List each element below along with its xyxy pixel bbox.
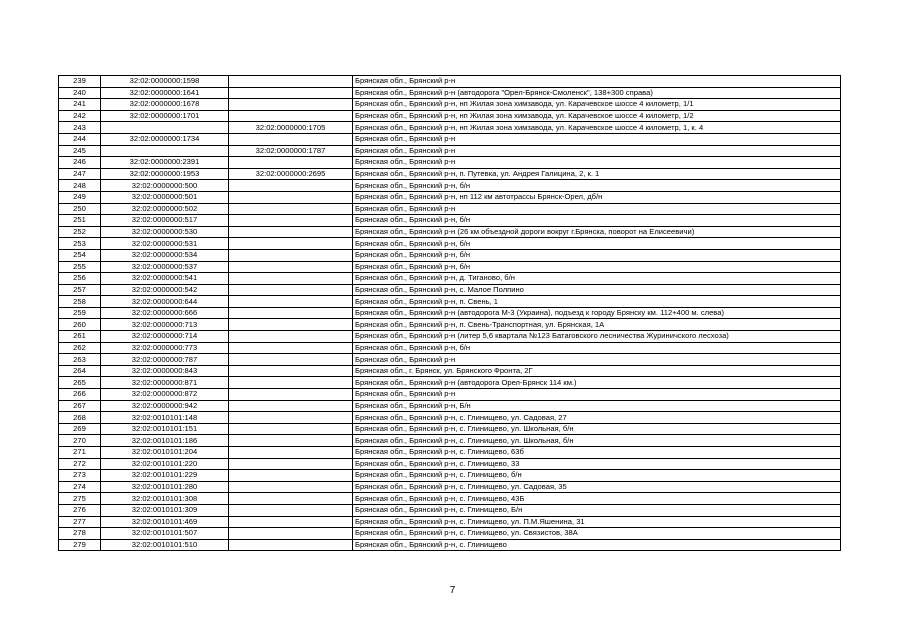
- address-cell: Брянская обл., Брянский р-н (26 км объездной дороги вокруг г.Брянска, поворот на Елисеевичи): [353, 226, 841, 238]
- parent-cadastral-number-cell: [229, 493, 353, 505]
- parent-cadastral-number-cell: [229, 215, 353, 227]
- cadastral-number-cell: 32:02:0000000:843: [101, 365, 229, 377]
- row-number-cell: 262: [59, 342, 101, 354]
- parent-cadastral-number-cell: [229, 273, 353, 285]
- table-row: [59, 99, 841, 111]
- row-number-cell: 249: [59, 191, 101, 203]
- table-row: [59, 284, 841, 296]
- row-number-cell: 277: [59, 516, 101, 528]
- row-number-cell: 246: [59, 157, 101, 169]
- cadastral-number-cell: 32:02:0010101:469: [101, 516, 229, 528]
- address-cell: Брянская обл., Брянский р-н, б/н: [353, 342, 841, 354]
- row-number-cell: 271: [59, 447, 101, 459]
- parent-cadastral-number-cell: [229, 504, 353, 516]
- address-cell: Брянская обл., Брянский р-н, с. Глинищево: [353, 539, 841, 551]
- table-row: [59, 307, 841, 319]
- table-row: [59, 458, 841, 470]
- address-cell: Брянская обл., Брянский р-н, с. Глинищево, 63б: [353, 447, 841, 459]
- cadastral-number-cell: 32:02:0000000:787: [101, 354, 229, 366]
- table-row: [59, 423, 841, 435]
- parent-cadastral-number-cell: 32:02:0000000:1787: [229, 145, 353, 157]
- parent-cadastral-number-cell: [229, 400, 353, 412]
- row-number-cell: 257: [59, 284, 101, 296]
- parent-cadastral-number-cell: [229, 110, 353, 122]
- address-cell: Брянская обл., Брянский р-н: [353, 145, 841, 157]
- table-row: [59, 319, 841, 331]
- cadastral-number-cell: 32:02:0010101:510: [101, 539, 229, 551]
- cadastral-number-cell: 32:02:0000000:537: [101, 261, 229, 273]
- row-number-cell: 242: [59, 110, 101, 122]
- cadastral-number-cell: 32:02:0010101:229: [101, 470, 229, 482]
- cadastral-number-cell: 32:02:0010101:186: [101, 435, 229, 447]
- address-cell: Брянская обл., Брянский р-н, Б/н: [353, 400, 841, 412]
- parent-cadastral-number-cell: [229, 389, 353, 401]
- table-row: [59, 203, 841, 215]
- parent-cadastral-number-cell: [229, 377, 353, 389]
- row-number-cell: 279: [59, 539, 101, 551]
- cadastral-number-cell: 32:02:0000000:1734: [101, 133, 229, 145]
- parent-cadastral-number-cell: [229, 412, 353, 424]
- row-number-cell: 273: [59, 470, 101, 482]
- row-number-cell: 256: [59, 273, 101, 285]
- cadastral-number-cell: 32:02:0000000:2391: [101, 157, 229, 169]
- table-row: [59, 539, 841, 551]
- row-number-cell: 264: [59, 365, 101, 377]
- row-number-cell: 268: [59, 412, 101, 424]
- parent-cadastral-number-cell: [229, 528, 353, 540]
- parent-cadastral-number-cell: [229, 458, 353, 470]
- row-number-cell: 260: [59, 319, 101, 331]
- cadastral-number-cell: 32:02:0000000:942: [101, 400, 229, 412]
- address-cell: Брянская обл., Брянский р-н, нп 112 км автотрассы Брянск-Орел, дб/н: [353, 191, 841, 203]
- table-row: [59, 400, 841, 412]
- address-cell: Брянская обл., Брянский р-н, с. Глинищево, ул. Школьная, б/н: [353, 423, 841, 435]
- row-number-cell: 272: [59, 458, 101, 470]
- parent-cadastral-number-cell: [229, 470, 353, 482]
- cadastral-number-cell: 32:02:0000000:713: [101, 319, 229, 331]
- cadastral-number-cell: 32:02:0000000:500: [101, 180, 229, 192]
- address-cell: Брянская обл., Брянский р-н: [353, 157, 841, 169]
- table-row: [59, 76, 841, 88]
- address-cell: Брянская обл., Брянский р-н: [353, 354, 841, 366]
- address-cell: Брянская обл., Брянский р-н, б/н: [353, 180, 841, 192]
- table-row: [59, 122, 841, 134]
- table-row: [59, 296, 841, 308]
- table-row: [59, 157, 841, 169]
- row-number-cell: 259: [59, 307, 101, 319]
- cadastral-number-cell: 32:02:0000000:644: [101, 296, 229, 308]
- cadastral-number-cell: 32:02:0010101:148: [101, 412, 229, 424]
- row-number-cell: 270: [59, 435, 101, 447]
- cadastral-number-cell: 32:02:0010101:507: [101, 528, 229, 540]
- table-row: [59, 354, 841, 366]
- address-cell: Брянская обл., Брянский р-н, б/н: [353, 215, 841, 227]
- row-number-cell: 250: [59, 203, 101, 215]
- parent-cadastral-number-cell: [229, 87, 353, 99]
- table-row: [59, 273, 841, 285]
- parent-cadastral-number-cell: [229, 133, 353, 145]
- address-cell: Брянская обл., Брянский р-н: [353, 389, 841, 401]
- address-cell: Брянская обл., Брянский р-н, с. Глинищево, б/н: [353, 470, 841, 482]
- table-row: [59, 342, 841, 354]
- cadastral-number-cell: 32:02:0010101:204: [101, 447, 229, 459]
- address-cell: Брянская обл., Брянский р-н, с. Глинищево, 43Б: [353, 493, 841, 505]
- cadastral-number-cell: 32:02:0000000:871: [101, 377, 229, 389]
- cadastral-number-cell: 32:02:0000000:502: [101, 203, 229, 215]
- row-number-cell: 247: [59, 168, 101, 180]
- table-row: [59, 226, 841, 238]
- parent-cadastral-number-cell: [229, 284, 353, 296]
- cadastral-number-cell: 32:02:0000000:530: [101, 226, 229, 238]
- cadastral-number-cell: 32:02:0000000:1701: [101, 110, 229, 122]
- page-number: 7: [449, 585, 456, 596]
- address-cell: Брянская обл., Брянский р-н (автодорога "Орел-Брянск-Смоленск", 138+300 справа): [353, 87, 841, 99]
- parent-cadastral-number-cell: [229, 157, 353, 169]
- row-number-cell: 241: [59, 99, 101, 111]
- parent-cadastral-number-cell: [229, 435, 353, 447]
- table-row: [59, 481, 841, 493]
- table-row: [59, 249, 841, 261]
- table-row: [59, 215, 841, 227]
- row-number-cell: 240: [59, 87, 101, 99]
- cadastral-number-cell: 32:02:0000000:501: [101, 191, 229, 203]
- row-number-cell: 267: [59, 400, 101, 412]
- cadastral-number-cell: 32:02:0000000:714: [101, 331, 229, 343]
- table-row: [59, 110, 841, 122]
- row-number-cell: 258: [59, 296, 101, 308]
- cadastral-number-cell: 32:02:0010101:280: [101, 481, 229, 493]
- address-cell: Брянская обл., Брянский р-н, с. Глинищево, ул. Садовая, 27: [353, 412, 841, 424]
- row-number-cell: 265: [59, 377, 101, 389]
- table-row: [59, 447, 841, 459]
- parent-cadastral-number-cell: [229, 191, 353, 203]
- parent-cadastral-number-cell: [229, 249, 353, 261]
- cadastral-number-cell: 32:02:0010101:220: [101, 458, 229, 470]
- table-row: [59, 377, 841, 389]
- parent-cadastral-number-cell: [229, 296, 353, 308]
- cadastral-number-cell: [101, 145, 229, 157]
- table-row: [59, 365, 841, 377]
- row-number-cell: 278: [59, 528, 101, 540]
- table-row: [59, 133, 841, 145]
- table-row: [59, 504, 841, 516]
- table-row: [59, 528, 841, 540]
- address-cell: Брянская обл., Брянский р-н: [353, 133, 841, 145]
- parent-cadastral-number-cell: [229, 261, 353, 273]
- table-row: [59, 191, 841, 203]
- cadastral-number-cell: 32:02:0000000:517: [101, 215, 229, 227]
- address-cell: Брянская обл., Брянский р-н, с. Малое Полпино: [353, 284, 841, 296]
- cadastral-number-cell: 32:02:0000000:1598: [101, 76, 229, 88]
- parent-cadastral-number-cell: [229, 307, 353, 319]
- row-number-cell: 252: [59, 226, 101, 238]
- parent-cadastral-number-cell: [229, 447, 353, 459]
- cadastral-number-cell: 32:02:0000000:666: [101, 307, 229, 319]
- parent-cadastral-number-cell: [229, 226, 353, 238]
- address-cell: Брянская обл., Брянский р-н, п. Путевка, ул. Андрея Галицина, 2, к. 1: [353, 168, 841, 180]
- cadastral-number-cell: 32:02:0000000:872: [101, 389, 229, 401]
- row-number-cell: 255: [59, 261, 101, 273]
- cadastral-number-cell: [101, 122, 229, 134]
- address-cell: Брянская обл., Брянский р-н (автодорога М-3 (Украина), подъезд к городу Брянску км. 112+400 м. слева): [353, 307, 841, 319]
- parent-cadastral-number-cell: [229, 319, 353, 331]
- row-number-cell: 276: [59, 504, 101, 516]
- parent-cadastral-number-cell: [229, 203, 353, 215]
- table-row: [59, 238, 841, 250]
- address-cell: Брянская обл., Брянский р-н: [353, 76, 841, 88]
- cadastral-table: [58, 75, 841, 551]
- address-cell: Брянская обл., Брянский р-н, п. Свень-Транспортная, ул. Брянская, 1А: [353, 319, 841, 331]
- cadastral-number-cell: 32:02:0000000:531: [101, 238, 229, 250]
- table-row: [59, 516, 841, 528]
- row-number-cell: 251: [59, 215, 101, 227]
- address-cell: Брянская обл., Брянский р-н, п. Свень, 1: [353, 296, 841, 308]
- parent-cadastral-number-cell: [229, 354, 353, 366]
- parent-cadastral-number-cell: [229, 342, 353, 354]
- table-row: [59, 412, 841, 424]
- table-row: [59, 261, 841, 273]
- address-cell: Брянская обл., Брянский р-н, с. Глинищево, Б/н: [353, 504, 841, 516]
- parent-cadastral-number-cell: [229, 516, 353, 528]
- row-number-cell: 239: [59, 76, 101, 88]
- table-row: [59, 389, 841, 401]
- table-row: [59, 331, 841, 343]
- table-row: [59, 180, 841, 192]
- address-cell: Брянская обл., Брянский р-н, б/н: [353, 261, 841, 273]
- address-cell: Брянская обл., Брянский р-н, с. Глинищево, ул. Школьная, б/н: [353, 435, 841, 447]
- address-cell: Брянская обл., Брянский р-н (автодорога Орел-Брянск 114 км.): [353, 377, 841, 389]
- parent-cadastral-number-cell: [229, 481, 353, 493]
- parent-cadastral-number-cell: [229, 76, 353, 88]
- table-row: [59, 168, 841, 180]
- parent-cadastral-number-cell: 32:02:0000000:2695: [229, 168, 353, 180]
- row-number-cell: 275: [59, 493, 101, 505]
- cadastral-number-cell: 32:02:0010101:309: [101, 504, 229, 516]
- table-row: [59, 87, 841, 99]
- cadastral-number-cell: 32:02:0000000:542: [101, 284, 229, 296]
- address-cell: Брянская обл., Брянский р-н, с. Глинищево, ул. Садовая, 35: [353, 481, 841, 493]
- table-row: [59, 470, 841, 482]
- cadastral-number-cell: 32:02:0000000:773: [101, 342, 229, 354]
- row-number-cell: 254: [59, 249, 101, 261]
- cadastral-number-cell: 32:02:0000000:1678: [101, 99, 229, 111]
- parent-cadastral-number-cell: [229, 99, 353, 111]
- cadastral-number-cell: 32:02:0000000:541: [101, 273, 229, 285]
- cadastral-number-cell: 32:02:0000000:534: [101, 249, 229, 261]
- row-number-cell: 248: [59, 180, 101, 192]
- parent-cadastral-number-cell: [229, 423, 353, 435]
- row-number-cell: 244: [59, 133, 101, 145]
- table-row: [59, 145, 841, 157]
- parent-cadastral-number-cell: [229, 539, 353, 551]
- address-cell: Брянская обл., Брянский р-н, нп Жилая зона химзавода, ул. Карачевское шоссе 4 километр, 1/1: [353, 99, 841, 111]
- cadastral-number-cell: 32:02:0010101:308: [101, 493, 229, 505]
- address-cell: Брянская обл., Брянский р-н, б/н: [353, 249, 841, 261]
- row-number-cell: 274: [59, 481, 101, 493]
- row-number-cell: 253: [59, 238, 101, 250]
- table-row: [59, 435, 841, 447]
- cadastral-number-cell: 32:02:0000000:1641: [101, 87, 229, 99]
- address-cell: Брянская обл., Брянский р-н: [353, 203, 841, 215]
- parent-cadastral-number-cell: [229, 331, 353, 343]
- table-body: [59, 76, 841, 551]
- row-number-cell: 245: [59, 145, 101, 157]
- parent-cadastral-number-cell: [229, 238, 353, 250]
- address-cell: Брянская обл., Брянский р-н (литер 5,6 квартала №123 Батаговского лесничества Журиничского лесхоза): [353, 331, 841, 343]
- cadastral-number-cell: 32:02:0010101:151: [101, 423, 229, 435]
- table-row: [59, 493, 841, 505]
- address-cell: Брянская обл., Брянский р-н, нп Жилая зона химзавода, ул. Карачевское шоссе 4 километр, 1, к. 4: [353, 122, 841, 134]
- address-cell: Брянская обл., Брянский р-н, с. Глинищево, ул. П.М.Яшенина, 31: [353, 516, 841, 528]
- parent-cadastral-number-cell: [229, 365, 353, 377]
- address-cell: Брянская обл., Брянский р-н, б/н: [353, 238, 841, 250]
- parent-cadastral-number-cell: 32:02:0000000:1705: [229, 122, 353, 134]
- parent-cadastral-number-cell: [229, 180, 353, 192]
- cadastral-number-cell: 32:02:0000000:1953: [101, 168, 229, 180]
- address-cell: Брянская обл., Брянский р-н, нп Жилая зона химзавода, ул. Карачевское шоссе 4 километр, 1/2: [353, 110, 841, 122]
- address-cell: Брянская обл., Брянский р-н, с. Глинищево, ул. Связистов, 38А: [353, 528, 841, 540]
- row-number-cell: 266: [59, 389, 101, 401]
- row-number-cell: 261: [59, 331, 101, 343]
- row-number-cell: 243: [59, 122, 101, 134]
- row-number-cell: 269: [59, 423, 101, 435]
- address-cell: Брянская обл., г. Брянск, ул. Брянского Фронта, 2Г: [353, 365, 841, 377]
- row-number-cell: 263: [59, 354, 101, 366]
- address-cell: Брянская обл., Брянский р-н, д. Тиганово, б/н: [353, 273, 841, 285]
- address-cell: Брянская обл., Брянский р-н, с. Глинищево, 33: [353, 458, 841, 470]
